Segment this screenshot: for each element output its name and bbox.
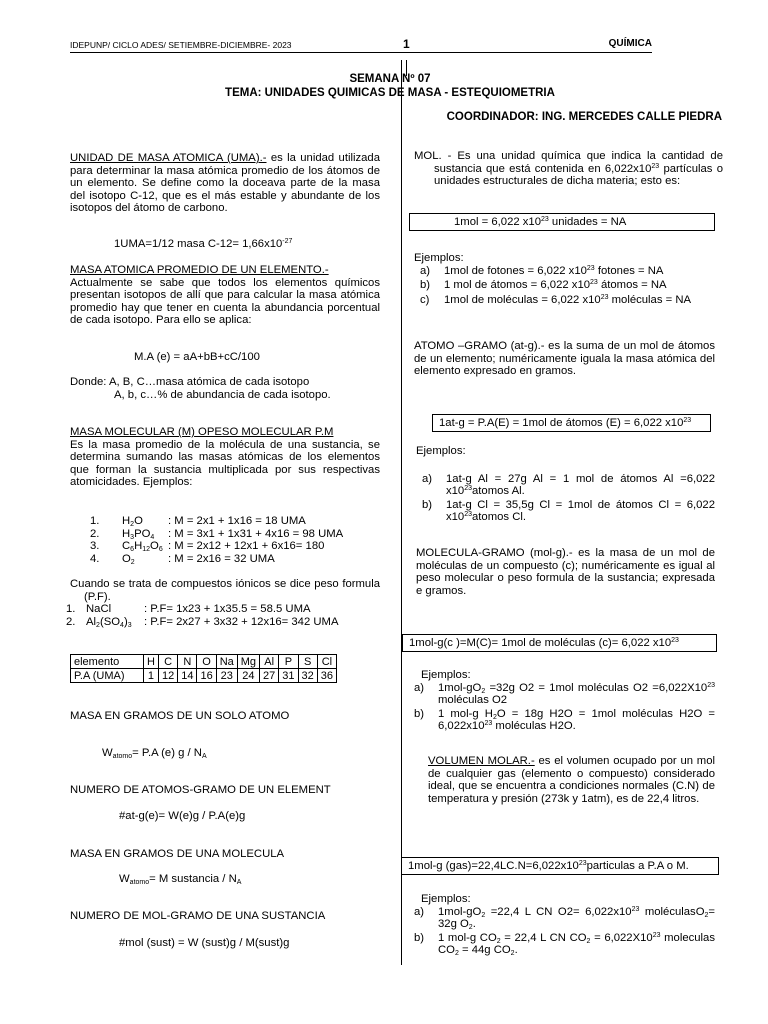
list-number: 1. bbox=[90, 515, 100, 527]
donde-block bbox=[70, 376, 380, 401]
s4-formula: #mol (sust) = W (sust)g / M(sust)g bbox=[119, 937, 290, 949]
mm-heading bbox=[70, 426, 380, 439]
ionic-section bbox=[66, 578, 380, 629]
formula: $O_2$ bbox=[122, 552, 135, 566]
table-cell: 31 bbox=[279, 669, 298, 683]
molg-paragraph: MOLECULA-GRAMO (mol-g).- es la masa de un mol de moléculas de un compuesto (c); numéricamente es igual al peso molecular o peso formula de la sustancia; expresada e gramos. bbox=[416, 547, 715, 597]
table-cell: Cl bbox=[317, 655, 336, 669]
ej3-block bbox=[408, 669, 715, 734]
calculation: : M = 3x1 + 1x31 + 4x16 = 98 UMA bbox=[168, 527, 344, 540]
uma-heading: UNIDAD DE MASA ATOMICA (UMA).- bbox=[70, 152, 267, 164]
mol-definition-box: 1mol = 6,022 $x10^{23}$ unidades = NA bbox=[409, 213, 715, 231]
list-number: 2. bbox=[90, 527, 100, 540]
table-cell: 36 bbox=[317, 669, 336, 683]
calculation: : M = 2x12 + 12x1 + 6x16= 180 bbox=[168, 540, 325, 553]
topic-title: TEMA: UNIDADES QUIMICAS DE MASA - ESTEQUIOMETRIA bbox=[225, 87, 555, 99]
list-letter: a) bbox=[414, 681, 425, 694]
list-letter: b) bbox=[422, 498, 433, 511]
vm-heading: VOLUMEN MOLAR.- bbox=[428, 755, 535, 767]
formula: $Al_2(SO_4)_3$ bbox=[86, 615, 132, 629]
list-item bbox=[408, 906, 715, 931]
s1-heading: MASA EN GRAMOS DE UN SOLO ATOMO bbox=[70, 710, 290, 722]
list-letter: c) bbox=[420, 293, 430, 306]
list-letter: a) bbox=[420, 264, 431, 277]
mm-heading-a: MASA MOLECULAR (M) bbox=[70, 426, 195, 438]
map-heading: MASA ATOMICA PROMEDIO DE UN ELEMENTO.- bbox=[70, 264, 329, 276]
list-item bbox=[414, 294, 715, 307]
column-divider bbox=[401, 60, 402, 965]
table-cell: H bbox=[144, 655, 159, 669]
formula: NaCl bbox=[86, 603, 112, 616]
list-letter: b) bbox=[420, 279, 431, 292]
map-section bbox=[70, 264, 380, 327]
table-cell: 23 bbox=[216, 669, 237, 683]
uma-paragraph bbox=[70, 152, 380, 215]
list-item bbox=[70, 553, 380, 566]
list-item bbox=[66, 603, 380, 616]
donde-line-1: Donde: A, B, C…masa atómica de cada isotopo bbox=[70, 376, 310, 388]
ej3-list bbox=[408, 682, 715, 733]
table-cell: C bbox=[158, 655, 177, 669]
table-cell: 32 bbox=[298, 669, 317, 683]
table-cell: Mg bbox=[237, 655, 259, 669]
vm-paragraph bbox=[408, 755, 715, 805]
table-cell: 1 bbox=[144, 669, 159, 683]
list-item bbox=[416, 473, 715, 498]
table-cell: Na bbox=[216, 655, 237, 669]
list-letter: a) bbox=[422, 472, 433, 485]
mm-section bbox=[70, 426, 380, 489]
list-item bbox=[414, 265, 715, 278]
list-letter: a) bbox=[414, 905, 425, 918]
atg-definition-box: 1at-g = P.A(E) = 1mol de átomos (E) = 6,022 $x10^{23}$ bbox=[432, 414, 711, 432]
s3-heading: MASA EN GRAMOS DE UNA MOLECULA bbox=[70, 848, 285, 860]
header-course: IDEPUNP/ CICLO ADES/ SETIEMBRE-DICIEMBRE- 2023 bbox=[70, 40, 292, 50]
header-rule bbox=[70, 52, 652, 53]
table-cell: 16 bbox=[197, 669, 216, 683]
table-cell: S bbox=[298, 655, 317, 669]
table-cell: elemento bbox=[71, 655, 144, 669]
ej1-block bbox=[408, 252, 715, 308]
uma-formula bbox=[70, 238, 380, 251]
map-text: Actualmente se sabe que todos los elementos químicos presentan isotopos de allí que para calcular la masa atómica promedio hay que tener en cuenta la abundancia porcentual de cada isotopo. Para ello se aplica: bbox=[70, 276, 380, 327]
s4-heading: NUMERO DE MOL-GRAMO DE UNA SUSTANCIA bbox=[70, 910, 326, 922]
table-cell: 27 bbox=[260, 669, 279, 683]
week-title: SEMANA Nº 07 bbox=[349, 73, 431, 85]
list-text: 1mol de fotones = 6,022 $x10^{23}$ fotones = NA bbox=[444, 264, 664, 277]
list-item bbox=[70, 515, 380, 528]
list-text: 1 mol de átomos = 6,022 $x10^{23}$ átomos = NA bbox=[444, 279, 667, 292]
ionic-example-list bbox=[66, 603, 380, 629]
table-cell: 12 bbox=[158, 669, 177, 683]
list-item bbox=[408, 682, 715, 707]
mm-heading-b: OPESO MOLECULAR P.M bbox=[194, 426, 334, 438]
ej4-title: Ejemplos: bbox=[421, 893, 471, 905]
vm-text: es el volumen ocupado por un mol de cualquier gas (elemento o compuesto) considerado ideal, que se encuentra a condiciones normales (C.N) de temperatura y presión (273k y 1atm), es de 22,4 litros. bbox=[428, 755, 715, 805]
ionic-text: Cuando se trata de compuestos iónicos se dice peso formula (P.F). bbox=[70, 578, 380, 603]
calculation: : M = 2x16 = 32 UMA bbox=[168, 552, 275, 565]
list-text: 1at-g Al = 27g Al = 1 mol de átomos Al =6,022 $x10^{23}atomos$ Al. bbox=[446, 472, 715, 498]
list-item bbox=[70, 528, 380, 541]
table-row bbox=[71, 655, 337, 669]
list-letter: b) bbox=[414, 931, 425, 944]
table-cell: 24 bbox=[237, 669, 259, 683]
uma-section bbox=[70, 152, 380, 215]
ej2-list bbox=[416, 473, 715, 524]
uma-text: es la unidad utilizada para determinar la masa atómica promedio de los átomos de un elemento. Se define como la doceava parte de la masa del isotopo C-12, que es el más estable y abundante de los isotopos del átomo de carbono. bbox=[70, 152, 380, 215]
map-formula: M.A (e) = aA+bB+cC/100 bbox=[134, 351, 260, 363]
ej4-block bbox=[408, 893, 715, 958]
list-text: $1mol-gO_2 =22,4$ L CN $O2= 6,022x10^{23}$ moléculasO$_2$= 32g $O_2$. bbox=[438, 905, 715, 932]
table-cell: N bbox=[178, 655, 197, 669]
atg-paragraph: ATOMO –GRAMO (at-g).- es la suma de un mol de átomos de un elemento; numéricamente iguala la masa atómica del elemento expresado en gramos. bbox=[414, 340, 715, 378]
calculation: : P.F= 1x23 + 1x35.5 = 58.5 UMA bbox=[144, 603, 311, 616]
list-number: 4. bbox=[90, 552, 100, 565]
s1-formula: $W_{atomo}= P.A$ (e) g / $N_A$ bbox=[102, 747, 207, 760]
calculation: : M = 2x1 + 1x16 = 18 UMA bbox=[168, 515, 306, 527]
list-text: $1mol-gO_2 =32g$ O2 = 1mol moléculas $O2 =6,022X10^{23}$ moléculas O2 bbox=[438, 681, 715, 707]
ej2-block bbox=[408, 445, 715, 525]
list-number: 2. bbox=[66, 615, 76, 628]
table-cell: P bbox=[279, 655, 298, 669]
table-row bbox=[71, 669, 337, 683]
formula: $C_6H_{12}O_6$ bbox=[122, 540, 163, 554]
ej4-list bbox=[408, 906, 715, 957]
page-header bbox=[70, 38, 652, 52]
ej1-list bbox=[414, 265, 715, 307]
mm-example-list bbox=[70, 515, 380, 565]
donde-line-2: A, b, c…% de abundancia de cada isotopo. bbox=[114, 388, 331, 401]
mol-paragraph: MOL. - Es una unidad química que indica la cantidad de sustancia que está contenida en $6,022x10^{23}$ partículas o unidades estructurales de dicha materia; esto es: bbox=[414, 150, 723, 188]
table-cell: P.A (UMA) bbox=[71, 669, 144, 683]
calculation: : P.F= 2x27 + 3x32 + 12x16= 342 UMA bbox=[144, 615, 339, 628]
page-number: 1 bbox=[403, 37, 410, 51]
list-text: 1mol de moléculas = 6,022 $x10^{23}$ moléculas = NA bbox=[444, 293, 692, 306]
s2-formula: #at-g(e)= W(e)g / P.A(e)g bbox=[119, 810, 246, 822]
uma-formula-exp: -27 bbox=[282, 238, 293, 245]
list-text: 1 mol-g $H_2O = 18g$ H2O = 1mol moléculas $H2O = 6,022x10^{23}$ moléculas H2O. bbox=[438, 707, 716, 733]
list-text: 1 mol-g $CO_2 = 22,4$ L CN $CO_2 = 6,022X10^{23}$ moleculas $CO_2 = 44g$ $CO_2$. bbox=[438, 931, 715, 958]
molar-volume-box: 1mol-g $(gas)=22,4LC.N=6,022x10^{23}particulas$ a P.A o M. bbox=[401, 857, 719, 875]
list-item bbox=[416, 499, 715, 524]
list-item bbox=[408, 708, 715, 733]
molg-definition-box: 1mol-g(c )=M(C)= 1mol de moléculas (c)= 6,022 $x10^{23}$ bbox=[402, 634, 717, 652]
header-subject: QUÍMICA bbox=[608, 38, 652, 49]
mm-examples bbox=[70, 515, 380, 565]
formula: $H_3PO_4$ bbox=[122, 527, 155, 541]
ej1-title: Ejemplos: bbox=[414, 252, 464, 264]
list-letter: b) bbox=[414, 707, 425, 720]
ej3-title: Ejemplos: bbox=[421, 669, 471, 681]
table-cell: Al bbox=[260, 655, 279, 669]
mm-text: Es la masa promedio de la molécula de una sustancia, se determina sumando las masas atómicas de los elementos que forman la sustancia multiplicada por sus respectivas atomicidades. Ejemplos: bbox=[70, 438, 380, 489]
coordinator: COORDINADOR: ING. MERCEDES CALLE PIEDRA bbox=[446, 111, 722, 123]
formula: $H_2O$ bbox=[122, 515, 143, 528]
uma-formula-base: 1UMA=1/12 masa C-12= 1,66x10 bbox=[114, 238, 283, 250]
list-item bbox=[66, 615, 380, 629]
list-number: 1. bbox=[66, 603, 76, 616]
list-item bbox=[70, 540, 380, 553]
list-item bbox=[414, 279, 715, 292]
list-item bbox=[408, 932, 715, 957]
list-number: 3. bbox=[90, 540, 100, 553]
ej2-title: Ejemplos: bbox=[416, 445, 466, 457]
table-cell: 14 bbox=[178, 669, 197, 683]
atomic-mass-table bbox=[70, 654, 337, 683]
list-text: 1at-g Cl = 35,5g Cl = 1mol de átomos Cl = 6,022 $x10^{23}atomos$ Cl. bbox=[446, 498, 715, 524]
s3-formula: $W_{atomo}= M$ sustancia / $N_A$ bbox=[119, 873, 242, 886]
table-cell: O bbox=[197, 655, 216, 669]
s2-heading: NUMERO DE ATOMOS-GRAMO DE UN ELEMENT bbox=[70, 784, 331, 796]
